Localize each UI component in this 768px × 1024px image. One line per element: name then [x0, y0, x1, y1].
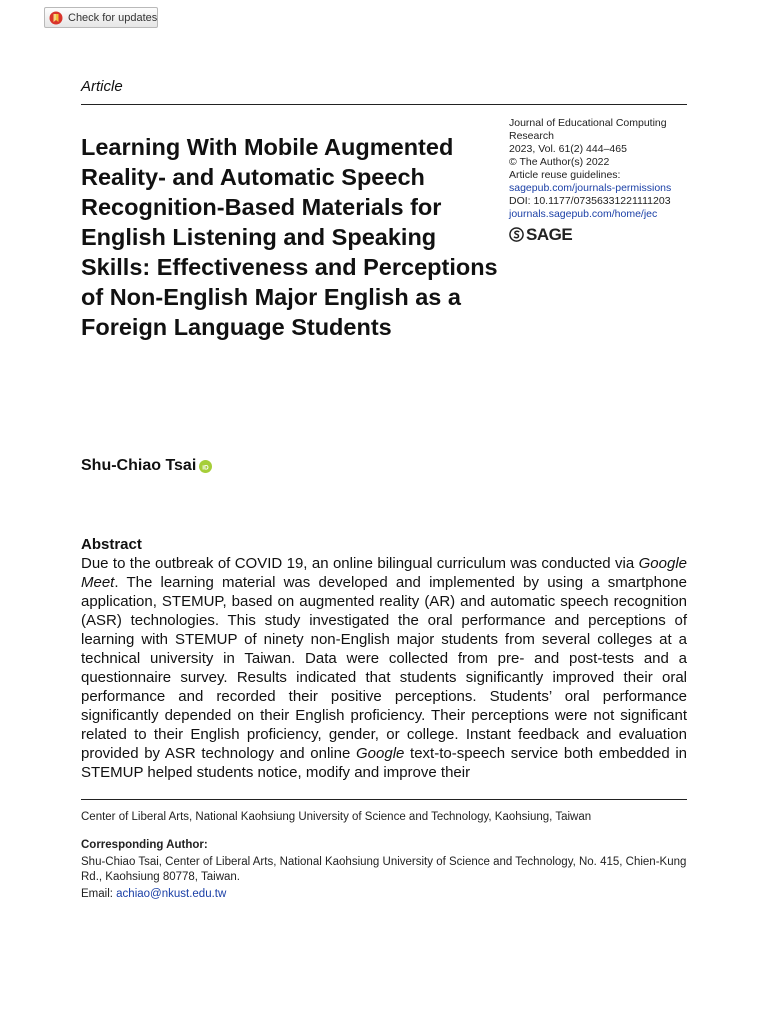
article-type: Article: [81, 78, 123, 95]
check-for-updates-label: Check for updates: [68, 11, 158, 24]
journal-name-line2: Research: [509, 130, 554, 142]
abstract-google: Google: [356, 745, 405, 762]
abstract-text-1: Due to the outbreak of COVID 19, an online bilingual curriculum was conducted via: [81, 555, 639, 572]
abstract-body: [81, 554, 687, 782]
abstract-google-meet: Google Meet: [81, 555, 687, 591]
bookmark-ribbon-icon: [49, 11, 63, 25]
journal-name-line1: Journal of Educational Computing: [509, 117, 667, 129]
footer-divider: [81, 799, 687, 800]
sage-wordmark: SAGE: [526, 225, 573, 244]
sage-logo: [509, 227, 694, 242]
article-title: Learning With Mobile Augmented Reality- and Automatic Speech Recognition-Based Materials for English Listening and Speaking Skills: Effectiveness and Perceptions of Non-English Major English as a Foreign Language Students: [81, 134, 498, 340]
corresponding-author-email: [81, 888, 226, 900]
svg-text:iD: iD: [202, 463, 210, 471]
check-for-updates-button[interactable]: [44, 7, 158, 28]
journal-info: [509, 117, 694, 242]
abstract-text-2: . The learning material was developed and implemented by using a smartphone application, STEMUP, based on augmented reality (AR) and automatic speech recognition (ASR) technologies. This study investigated the oral performance and perceptions of learning with STEMUP of ninety non-English major students from several colleges at a technical university in Taiwan. Data were collected from pre- and post-tests and a questionnaire survey. Results indicated that students significantly improved their oral performance and recorded their positive perceptions. Students’ oral performance significantly depended on their English proficiency. Their perceptions were not significant related to their English proficiency, gender, or college. Instant feedback and evaluation provided by ASR technology and online: [81, 574, 687, 762]
author: [81, 457, 212, 475]
journal-doi: DOI: 10.1177/07356331221111203: [509, 195, 671, 207]
reuse-guidelines-label: Article reuse guidelines:: [509, 169, 621, 181]
sage-logo-icon: [509, 227, 524, 242]
corresponding-author-heading: Corresponding Author:: [81, 839, 208, 851]
abstract-text-3: text-to-speech service both embedded in STEMUP helped students notice, modify and improve their: [81, 745, 688, 781]
email-label: Email:: [81, 888, 117, 900]
orcid-icon[interactable]: [199, 460, 212, 473]
journal-home-link[interactable]: journals.sagepub.com/home/jec: [509, 208, 658, 220]
email-link[interactable]: achiao@nkust.edu.tw: [116, 888, 227, 900]
author-affiliation: Center of Liberal Arts, National Kaohsiung University of Science and Technology, Kaohsiung, Taiwan: [81, 811, 592, 823]
permissions-link[interactable]: sagepub.com/journals-permissions: [509, 182, 672, 194]
journal-volume: 2023, Vol. 61(2) 444–465: [509, 143, 627, 155]
abstract-heading: Abstract: [81, 536, 142, 553]
author-name[interactable]: Shu-Chiao Tsai: [81, 457, 197, 474]
corresponding-author-address: Shu-Chiao Tsai, Center of Liberal Arts, National Kaohsiung University of Science and Technology, No. 415, Chien-Kung Rd., Kaohsiung 80778, Taiwan.: [81, 856, 687, 883]
header-divider: [81, 104, 687, 105]
journal-copyright: © The Author(s) 2022: [509, 156, 610, 168]
